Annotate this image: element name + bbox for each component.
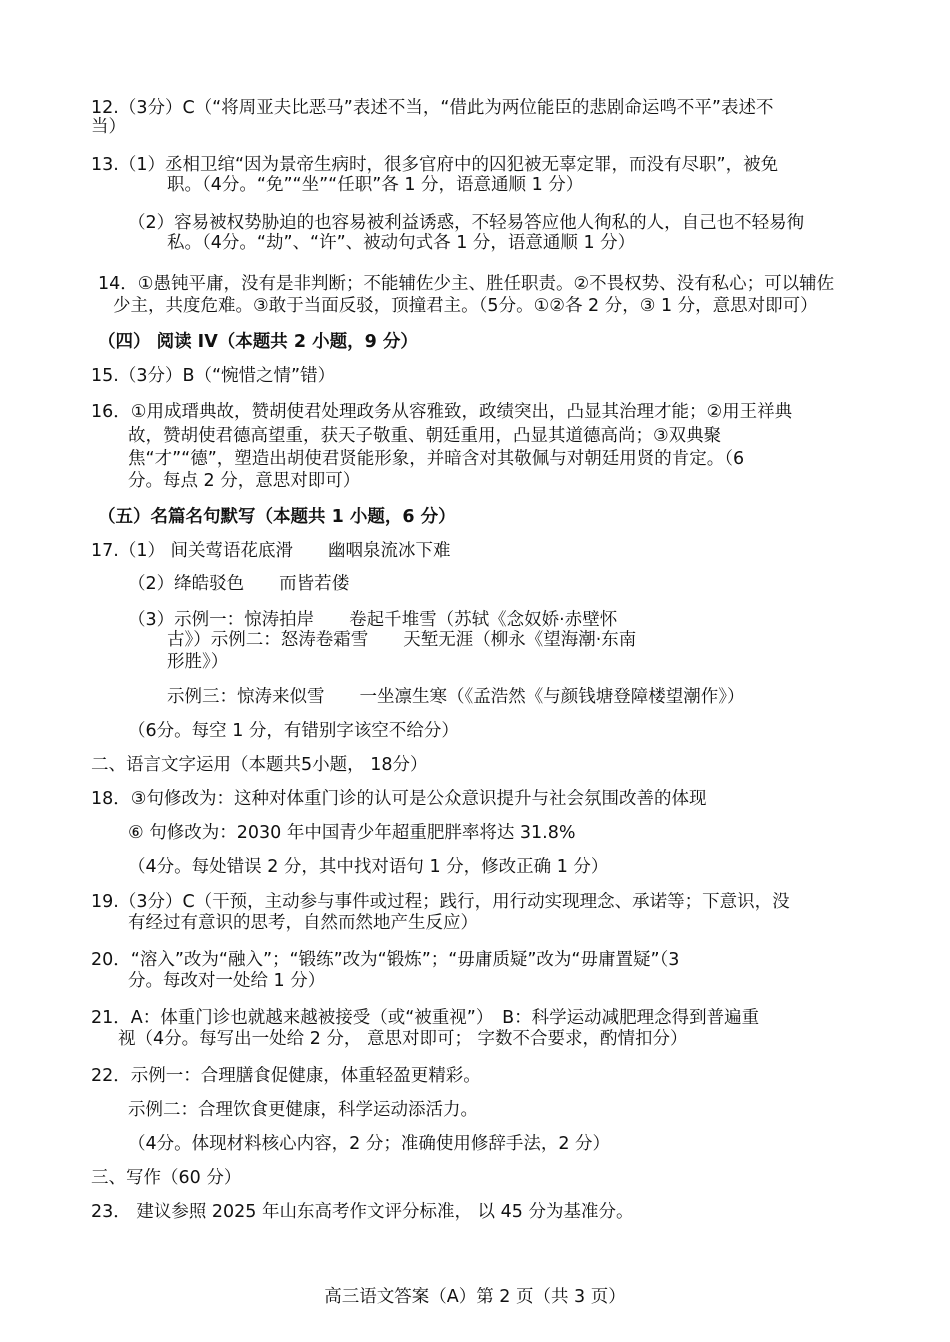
- answer-line: 12.（3分）C（“将周亚夫比恶马”表述不当，“借此为两位能臣的悲剧命运鸣不平”表述不: [91, 98, 774, 118]
- answer-line: 少主，共度危难。③敢于当面反驳，顶撞君主。（5分。①②各 2 分，③ 1 分，意思对即可）: [113, 296, 818, 316]
- answer-line: 21．A：体重门诊也就越来越被接受（或“被重视”） B：科学运动减肥理念得到普遍重: [91, 1008, 760, 1028]
- answer-line: （2）绛皓驳色 而皆若偻: [128, 574, 350, 594]
- answer-line: 职。（4分。“免”“坐”“任职”各 1 分，语意通顺 1 分）: [167, 175, 584, 195]
- answer-line: 形胜》）: [167, 652, 229, 672]
- answer-line: 示例三：惊涛来似雪 一坐凛生寒（《孟浩然《与颜钱塘登障楼望潮作》）: [167, 687, 745, 707]
- answer-line: 16．①用成瑨典故，赞胡使君处理政务从容雅致，政绩突出，凸显其治理才能；②用王祥典: [91, 402, 793, 422]
- answer-line: （3）示例一：惊涛拍岸 卷起千堆雪（苏轼《念奴娇·赤壁怀: [128, 610, 618, 630]
- answer-line: 视（4分。每写出一处给 2 分， 意思对即可； 字数不合要求，酌情扣分）: [118, 1029, 688, 1049]
- answer-line: 私。（4分。“劫”、“许”、被动句式各 1 分，语意通顺 1 分）: [167, 233, 636, 253]
- answer-line: 20．“溶入”改为“融入”；“锻练”改为“锻炼”；“毋庸质疑”改为“毋庸置疑”（3: [91, 950, 680, 970]
- answer-line: ⑥ 句修改为：2030 年中国青少年超重肥胖率将达 31.8%: [128, 823, 576, 843]
- answer-line: 17.（1） 间关莺语花底滑 幽咽泉流冰下难: [91, 541, 451, 561]
- answer-line: 13.（1）丞相卫绾“因为景帝生病时，很多官府中的囚犯被无辜定罪，而没有尽职”，被免: [91, 155, 779, 175]
- answer-line: 古》）示例二：怒涛卷霜雪 天堑无涯（柳永《望海潮·东南: [167, 630, 637, 650]
- answer-line: 三、写作（60 分）: [91, 1168, 242, 1188]
- answer-line: 二、语言文字运用（本题共5小题， 18分）: [91, 755, 428, 775]
- answer-line: 18．③句修改为：这种对体重门诊的认可是公众意识提升与社会氛围改善的体现: [91, 789, 707, 809]
- answer-line: 示例二：合理饮食更健康，科学运动添活力。: [128, 1100, 478, 1120]
- answer-line: （4分。每处错误 2 分，其中找对语句 1 分，修改正确 1 分）: [128, 857, 609, 877]
- answer-line: （2）容易被权势胁迫的也容易被利益诱惑，不轻易答应他人徇私的人，自己也不轻易徇: [128, 213, 805, 233]
- answer-line: 23． 建议参照 2025 年山东高考作文评分标准， 以 45 分为基准分。: [91, 1202, 634, 1222]
- page-footer: 高三语文答案（A）第 2 页（共 3 页）: [324, 1287, 626, 1307]
- answer-line: 故，赞胡使君德高望重，获天子敬重、朝廷重用，凸显其道德高尚；③双典聚: [128, 426, 722, 446]
- answer-line: 22．示例一：合理膳食促健康，体重轻盈更精彩。: [91, 1066, 481, 1086]
- answer-line: （6分。每空 1 分，有错别字该空不给分）: [128, 721, 459, 741]
- answer-line: 14．①愚钝平庸，没有是非判断；不能辅佐少主、胜任职责。②不畏权势、没有私心；可以辅佐: [98, 274, 835, 294]
- section-heading: （四） 阅读 IV（本题共 2 小题，9 分）: [98, 332, 418, 352]
- answer-line: 分。每点 2 分，意思对即可）: [128, 471, 361, 491]
- answer-line: 19.（3分）C（干预，主动参与事件或过程；践行，用行动实现理念、承诺等；下意识，没: [91, 892, 790, 912]
- section-heading: （五）名篇名句默写（本题共 1 小题，6 分）: [98, 507, 456, 527]
- answer-line: 焦“才”“德”，塑造出胡使君贤能形象，并暗含对其敬佩与对朝廷用贤的肯定。（6: [128, 449, 745, 469]
- answer-line: （4分。体现材料核心内容，2 分；准确使用修辞手法，2 分）: [128, 1134, 611, 1154]
- answer-line: 当）: [91, 117, 126, 137]
- answer-line: 分。每改对一处给 1 分）: [128, 971, 326, 991]
- answer-line: 有经过有意识的思考，自然而然地产生反应）: [128, 913, 478, 933]
- answer-line: 15.（3分）B（“惋惜之情”错）: [91, 366, 336, 386]
